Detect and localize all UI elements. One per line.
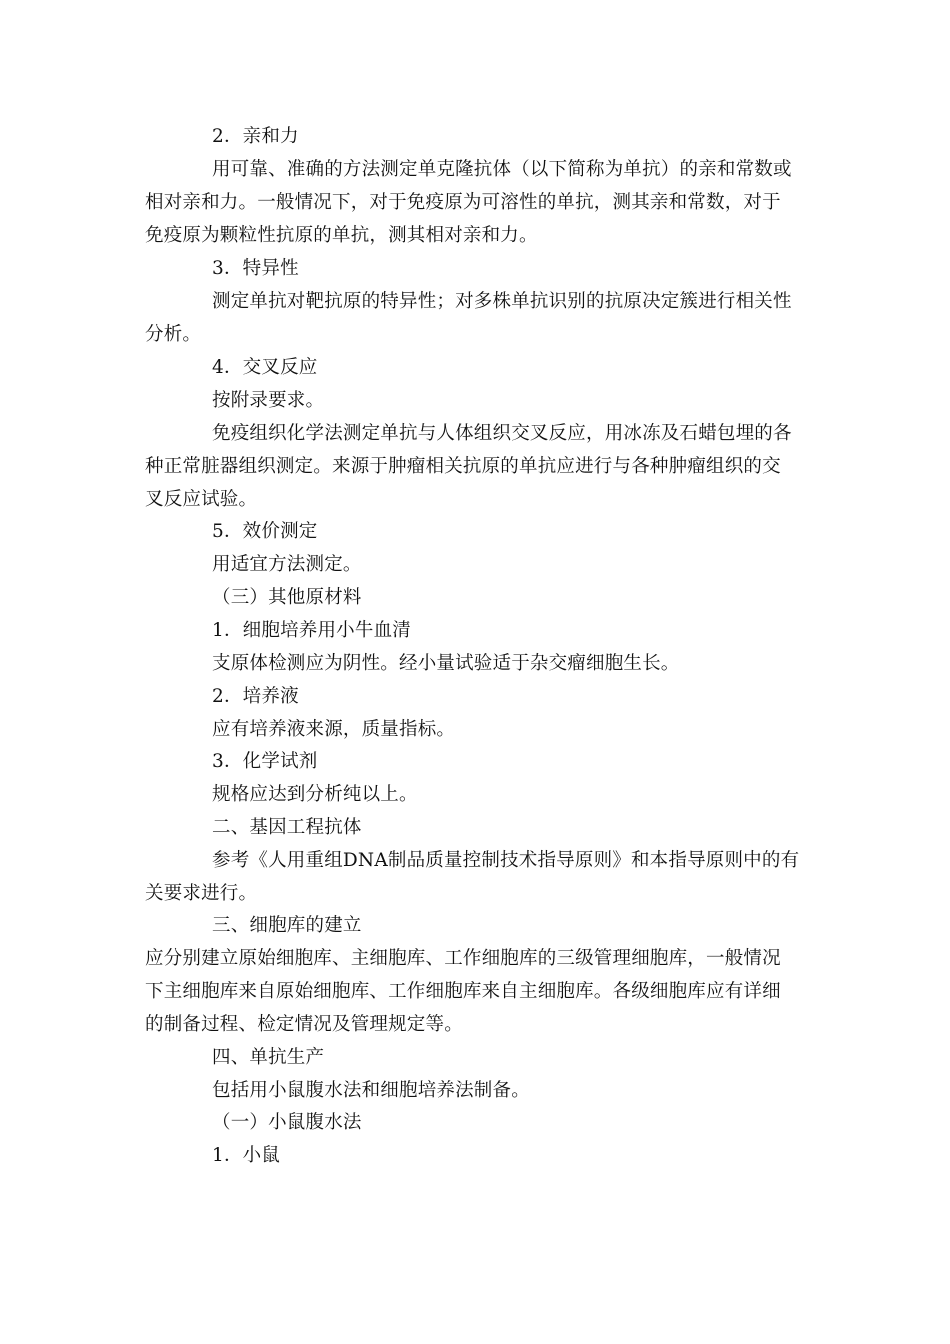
paragraph-line: 相对亲和力。一般情况下，对于免疫原为可溶性的单抗，测其亲和常数，对于 — [145, 192, 781, 213]
paragraph-line: 用适宜方法测定。 — [212, 554, 362, 575]
section-heading-production: 四、单抗生产 — [212, 1047, 325, 1068]
paragraph-line: 支原体检测应为阴性。经小量试验适于杂交瘤细胞生长。 — [212, 653, 680, 674]
paragraph-line: 分析。 — [145, 324, 202, 345]
paragraph-line: 测定单抗对靶抗原的特异性；对多株单抗识别的抗原决定簇进行相关性 — [212, 291, 792, 312]
section-heading-cross-reaction: 4．交叉反应 — [212, 357, 318, 378]
paragraph-line: 应分别建立原始细胞库、主细胞库、工作细胞库的三级管理细胞库，一般情况 — [145, 948, 781, 969]
paragraph-line: 下主细胞库来自原始细胞库、工作细胞库来自主细胞库。各级细胞库应有详细 — [145, 981, 781, 1002]
section-heading-other-materials: （三）其他原材料 — [212, 587, 362, 608]
paragraph-line: 叉反应试验。 — [145, 489, 258, 510]
section-heading-mouse-ascites: （一）小鼠腹水法 — [212, 1112, 362, 1133]
section-heading-calf-serum: 1．细胞培养用小牛血清 — [212, 620, 411, 641]
section-heading-culture-medium: 2．培养液 — [212, 686, 299, 707]
section-heading-cell-bank: 三、细胞库的建立 — [212, 915, 362, 936]
paragraph-line: 关要求进行。 — [145, 883, 258, 904]
section-heading-chemical-reagents: 3．化学试剂 — [212, 751, 318, 772]
paragraph-line: 规格应达到分析纯以上。 — [212, 784, 418, 805]
paragraph-line: 种正常脏器组织测定。来源于肿瘤相关抗原的单抗应进行与各种肿瘤组织的交 — [145, 456, 781, 477]
paragraph-line: 包括用小鼠腹水法和细胞培养法制备。 — [212, 1080, 530, 1101]
section-heading-specificity: 3．特异性 — [212, 258, 299, 279]
paragraph-line: 按附录要求。 — [212, 390, 325, 411]
section-heading-genetic-antibody: 二、基因工程抗体 — [212, 817, 362, 838]
paragraph-line: 的制备过程、检定情况及管理规定等。 — [145, 1014, 463, 1035]
paragraph-line: 免疫组织化学法测定单抗与人体组织交叉反应，用冰冻及石蜡包埋的各 — [212, 423, 792, 444]
section-heading-mouse: 1．小鼠 — [212, 1145, 281, 1166]
section-heading-titer: 5．效价测定 — [212, 521, 318, 542]
paragraph-line: 应有培养液来源，质量指标。 — [212, 719, 456, 740]
paragraph-line: 用可靠、准确的方法测定单克隆抗体（以下简称为单抗）的亲和常数或 — [212, 159, 792, 180]
paragraph-line: 参考《人用重组DNA制品质量控制技术指导原则》和本指导原则中的有 — [212, 850, 800, 871]
paragraph-line: 免疫原为颗粒性抗原的单抗，测其相对亲和力。 — [145, 225, 538, 246]
section-heading-affinity: 2．亲和力 — [212, 126, 299, 147]
